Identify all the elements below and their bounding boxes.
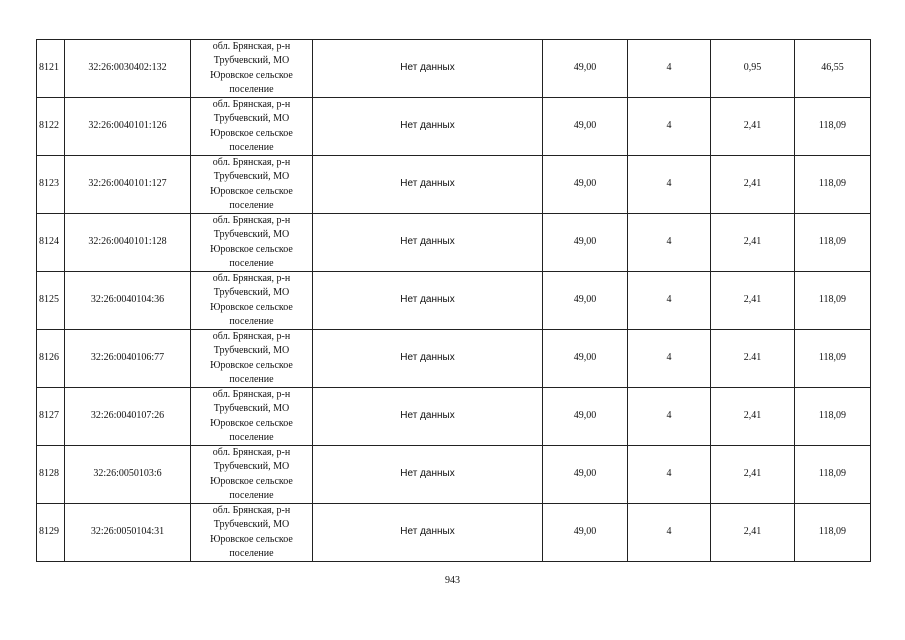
address-line: Юровское сельское	[210, 533, 293, 545]
address-line: обл. Брянская, р-н	[212, 41, 291, 53]
table-row	[37, 98, 871, 156]
value-1-cell: 49,00	[543, 388, 628, 446]
value-4-cell: 46,55	[795, 40, 871, 98]
value-2-cell: 4	[628, 98, 711, 156]
address-line: Юровское сельское	[210, 417, 293, 429]
address-line: Юровское сельское	[210, 69, 293, 81]
value-4-cell: 118,09	[795, 272, 871, 330]
value-4-cell: 118,09	[795, 214, 871, 272]
table-row	[37, 156, 871, 214]
status-cell: Нет данных	[313, 98, 543, 156]
value-3-cell: 2,41	[711, 214, 795, 272]
value-2-cell: 4	[628, 40, 711, 98]
document-page	[36, 39, 870, 562]
value-1-cell: 49,00	[543, 272, 628, 330]
value-1-cell: 49,00	[543, 330, 628, 388]
address-line: Юровское сельское	[210, 359, 293, 371]
status-cell: Нет данных	[313, 40, 543, 98]
address-line: обл. Брянская, р-н	[212, 447, 291, 459]
value-1-cell: 49,00	[543, 98, 628, 156]
value-3-cell: 2,41	[711, 272, 795, 330]
value-3-cell: 2,41	[711, 446, 795, 504]
address-line: Юровское сельское	[210, 243, 293, 255]
value-3-cell: 0,95	[711, 40, 795, 98]
row-number-cell: 8126	[37, 330, 65, 388]
cadastral-number-cell: 32:26:0050104:31	[65, 504, 191, 562]
address-line: Трубчевский, МО	[213, 345, 290, 357]
address-line: Трубчевский, МО	[213, 171, 290, 183]
address-cell	[191, 330, 313, 388]
address-line: обл. Брянская, р-н	[212, 389, 291, 401]
cadastral-number-cell: 32:26:0040101:127	[65, 156, 191, 214]
address-line: поселение	[229, 257, 274, 269]
row-number-cell: 8123	[37, 156, 65, 214]
value-3-cell: 2.41	[711, 330, 795, 388]
row-number-cell: 8124	[37, 214, 65, 272]
table-row	[37, 214, 871, 272]
page-number: 943	[445, 575, 460, 586]
address-cell	[191, 214, 313, 272]
address-line: Юровское сельское	[210, 301, 293, 313]
address-line: поселение	[229, 199, 274, 211]
value-1-cell: 49,00	[543, 446, 628, 504]
address-line: Трубчевский, МО	[213, 229, 290, 241]
status-cell: Нет данных	[313, 330, 543, 388]
table-row	[37, 446, 871, 504]
row-number-cell: 8121	[37, 40, 65, 98]
address-line: поселение	[229, 547, 274, 559]
address-line: обл. Брянская, р-н	[212, 273, 291, 285]
address-line: поселение	[229, 431, 274, 443]
address-line: поселение	[229, 83, 274, 95]
address-line: Юровское сельское	[210, 185, 293, 197]
address-line: поселение	[229, 373, 274, 385]
value-2-cell: 4	[628, 272, 711, 330]
status-cell: Нет данных	[313, 446, 543, 504]
address-line: поселение	[229, 141, 274, 153]
address-cell	[191, 504, 313, 562]
value-1-cell: 49,00	[543, 504, 628, 562]
address-cell	[191, 446, 313, 504]
address-cell	[191, 98, 313, 156]
value-1-cell: 49,00	[543, 156, 628, 214]
status-cell: Нет данных	[313, 504, 543, 562]
address-cell	[191, 156, 313, 214]
address-line: обл. Брянская, р-н	[212, 157, 291, 169]
cadastral-number-cell: 32:26:0030402:132	[65, 40, 191, 98]
land-registry-table	[36, 39, 871, 562]
value-2-cell: 4	[628, 214, 711, 272]
status-cell: Нет данных	[313, 156, 543, 214]
status-cell: Нет данных	[313, 272, 543, 330]
value-3-cell: 2,41	[711, 156, 795, 214]
value-2-cell: 4	[628, 504, 711, 562]
address-line: обл. Брянская, р-н	[212, 505, 291, 517]
cadastral-number-cell: 32:26:0050103:6	[65, 446, 191, 504]
value-2-cell: 4	[628, 446, 711, 504]
status-cell: Нет данных	[313, 214, 543, 272]
value-1-cell: 49,00	[543, 214, 628, 272]
table-row	[37, 272, 871, 330]
address-cell	[191, 388, 313, 446]
row-number-cell: 8128	[37, 446, 65, 504]
value-3-cell: 2,41	[711, 504, 795, 562]
address-line: обл. Брянская, р-н	[212, 331, 291, 343]
value-2-cell: 4	[628, 156, 711, 214]
table-row	[37, 504, 871, 562]
cadastral-number-cell: 32:26:0040106:77	[65, 330, 191, 388]
table-row	[37, 388, 871, 446]
address-line: Юровское сельское	[210, 475, 293, 487]
address-line: Трубчевский, МО	[213, 287, 290, 299]
address-line: поселение	[229, 489, 274, 501]
value-4-cell: 118,09	[795, 388, 871, 446]
address-cell	[191, 272, 313, 330]
table-row	[37, 40, 871, 98]
value-1-cell: 49,00	[543, 40, 628, 98]
address-line: Трубчевский, МО	[213, 519, 290, 531]
value-4-cell: 118,09	[795, 504, 871, 562]
row-number-cell: 8129	[37, 504, 65, 562]
address-line: обл. Брянская, р-н	[212, 99, 291, 111]
value-3-cell: 2,41	[711, 98, 795, 156]
status-cell: Нет данных	[313, 388, 543, 446]
row-number-cell: 8127	[37, 388, 65, 446]
value-4-cell: 118,09	[795, 446, 871, 504]
value-4-cell: 118,09	[795, 98, 871, 156]
value-2-cell: 4	[628, 388, 711, 446]
address-line: обл. Брянская, р-н	[212, 215, 291, 227]
address-cell	[191, 40, 313, 98]
row-number-cell: 8122	[37, 98, 65, 156]
cadastral-number-cell: 32:26:0040101:128	[65, 214, 191, 272]
value-4-cell: 118,09	[795, 156, 871, 214]
value-2-cell: 4	[628, 330, 711, 388]
address-line: Трубчевский, МО	[213, 403, 290, 415]
row-number-cell: 8125	[37, 272, 65, 330]
cadastral-number-cell: 32:26:0040104:36	[65, 272, 191, 330]
cadastral-number-cell: 32:26:0040107:26	[65, 388, 191, 446]
value-3-cell: 2,41	[711, 388, 795, 446]
cadastral-number-cell: 32:26:0040101:126	[65, 98, 191, 156]
table-row	[37, 330, 871, 388]
table-body	[37, 40, 871, 562]
address-line: Трубчевский, МО	[213, 55, 290, 67]
address-line: Трубчевский, МО	[213, 461, 290, 473]
value-4-cell: 118,09	[795, 330, 871, 388]
address-line: Трубчевский, МО	[213, 113, 290, 125]
address-line: Юровское сельское	[210, 127, 293, 139]
address-line: поселение	[229, 315, 274, 327]
